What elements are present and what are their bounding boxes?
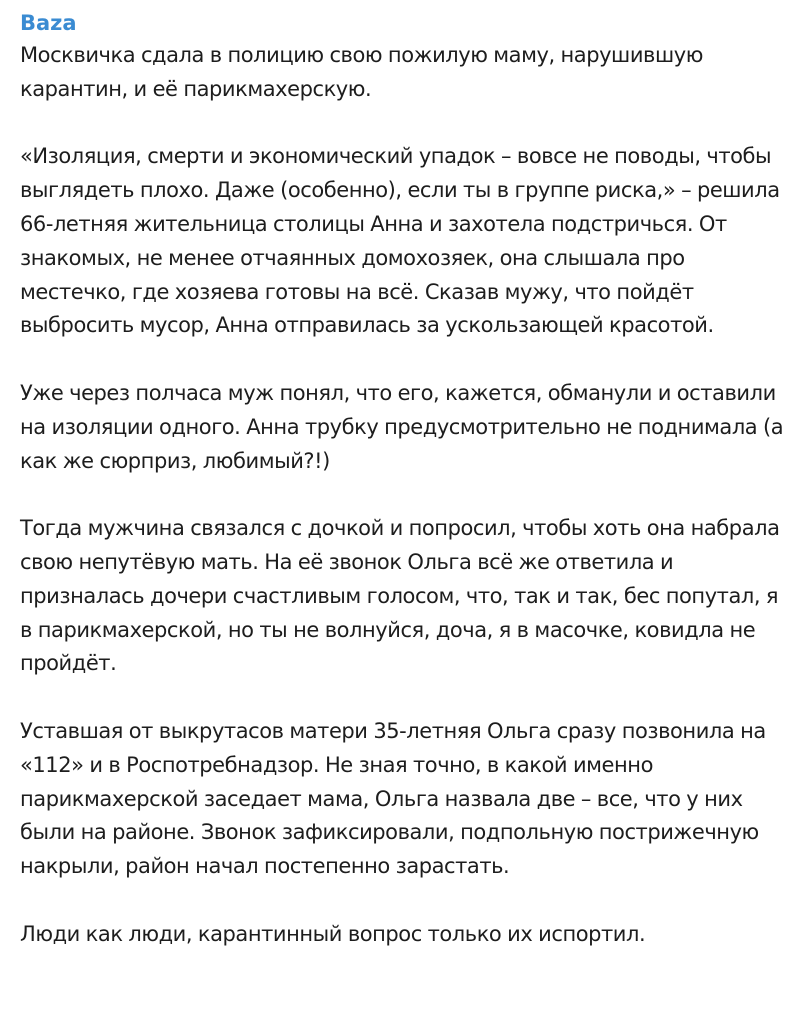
- post-paragraph-4: Тогда мужчина связался с дочкой и попросил, чтобы хоть она набрала свою непутёвую мать. На её звонок Ольга всё же ответила и призналась дочери счастливым голосом, что, так и так, бес попутал, я в парикмахерской, но ты не волнуйся, доча, я в масочке, ковидла не пройдёт.: [20, 516, 780, 676]
- post-body: [20, 39, 784, 952]
- post-paragraph-6: Люди как люди, карантинный вопрос только их испортил.: [20, 921, 646, 946]
- post-paragraph-5: Уставшая от выкрутасов матери 35-летняя Ольга сразу позвонила на «112» и в Роспотребнадзор. Не зная точно, в какой именно парикмахерской заседает мама, Ольга назвала две – все, что у них были на районе. Звонок зафиксировали, подпольную пострижечную накрыли, район начал постепенно зарастать.: [20, 718, 766, 879]
- post-paragraph-3: Уже через полчаса муж понял, что его, кажется, обманули и оставили на изоляции одного. Анна трубку предусмотрительно не поднимала (а как же сюрприз, любимый?!): [20, 380, 784, 473]
- post-paragraph-2: «Изоляция, смерти и экономический упадок – вовсе не поводы, чтобы выглядеть плохо. Даже (особенно), если ты в группе риска,» – решила 66-летняя жительница столицы Анна и захотела подстричься. От знакомых, не менее отчаянных домохозяек, она слышала про местечко, где хозяева готовы на всё. Сказав мужу, что пойдёт выбросить мусор, Анна отправилась за ускользающей красотой.: [20, 144, 780, 338]
- channel-name-link[interactable]: Baza: [20, 11, 77, 35]
- post-paragraph-1: Москвичка сдала в полицию свою пожилую маму, нарушившую карантин, и её парикмахерскую.: [20, 43, 703, 101]
